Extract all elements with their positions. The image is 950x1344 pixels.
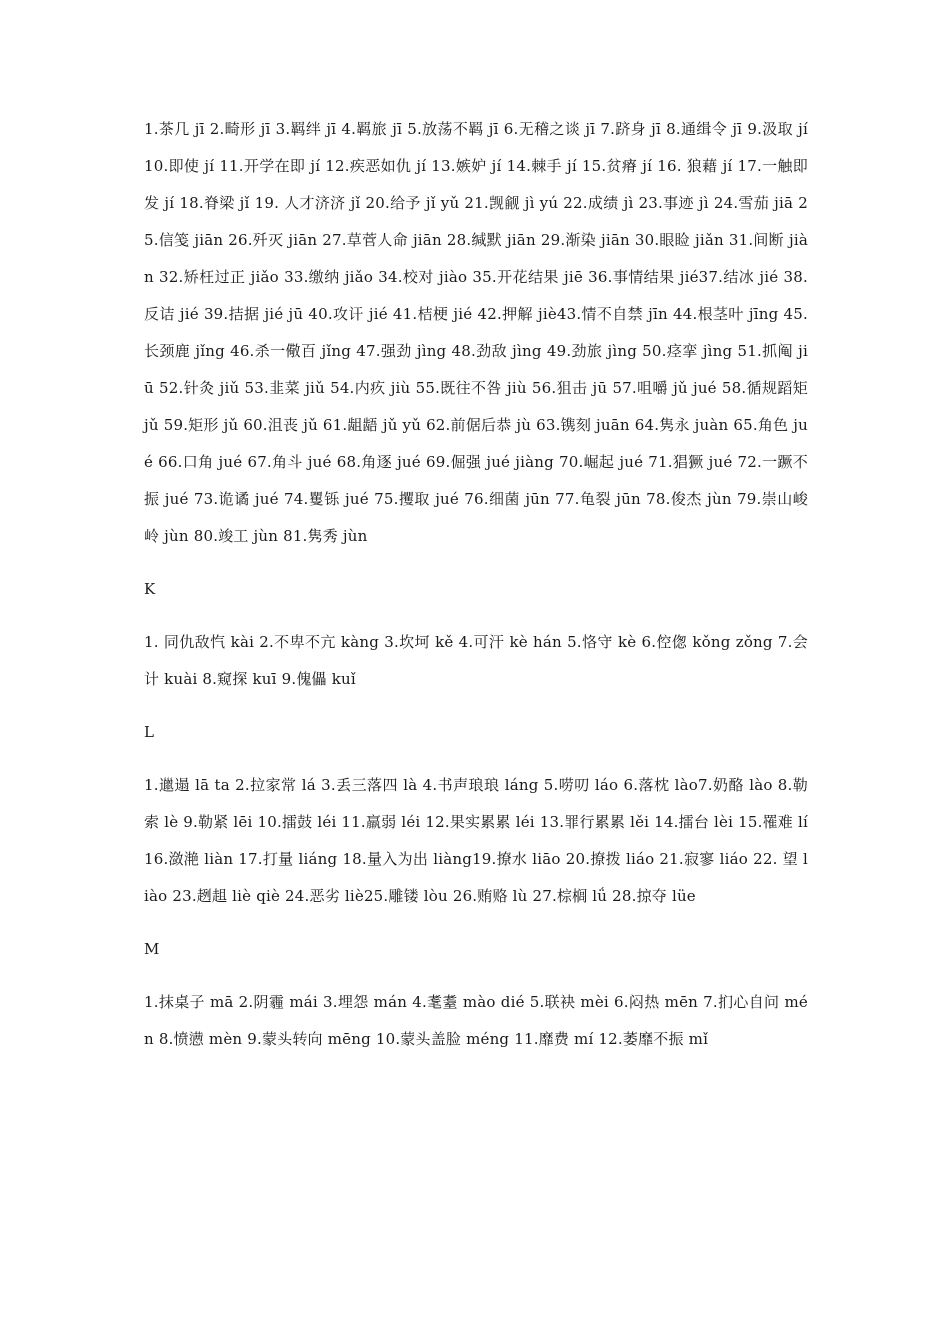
section-j-entries: 1.茶几 jī 2.畸形 jī 3.羁绊 jī 4.羁旅 jī 5.放荡不羁 jī 6.无稽之谈 jī 7.跻身 jī 8.通缉令 jī 9.汲取 jí 10.即使 jí 11.开学在即 jí 12.疾恶如仇 jí 13.嫉妒 jí 14.棘手 jí 15.贫瘠 jí 16. 狼藉 jí 17.一触即发 jí 18.脊梁 jǐ 19. 人才济济 jǐ 20.给予 jǐ yǔ 21.觊觎 jì yú 22.成绩 jì 23.事迹 jì 24.雪茄 jiā 25.信笺 jiān 26.歼灭 jiān 27.草菅人命 jiān 28.缄默 jiān 29.渐染 jiān 30.眼睑 jiǎn 31.间断 jiàn 32.矫枉过正 jiǎo 33.缴纳 jiǎo 34.校对 jiào 35.开花结果 jiē 36.事情结果 jié37.结冰 jié 38.反诘 jié 39.拮据 jié jū 40.攻讦 jié 41.桔梗 jié 42.押解 jiè43.情不自禁 jīn 44.根茎叶 jīng 45.长颈鹿 jǐng 46.杀一儆百 jǐng 47.强劲 jìng 48.劲敌 jìng 49.劲旅 jìng 50.痉挛 jìng 51.抓阄 jiū 52.针灸 jiǔ 53.韭菜 jiǔ 54.内疚 jiù 55.既往不咎 jiù 56.狙击 jū 57.咀嚼 jǔ jué 58.循规蹈矩 jǔ 59.矩形 jǔ 60.沮丧 jǔ 61.龃龉 jǔ yǔ 62.前倨后恭 jù 63.镌刻 juān 64.隽永 juàn 65.角色 jué 66.口角 jué 67.角斗 jué 68.角逐 jué 69.倔强 jué jiàng 70.崛起 jué 71.猖獗 jué 72.一蹶不振 jué 73.诡谲 jué 74.矍铄 jué 75.攫取 jué 76.细菌 jūn 77.龟裂 jūn 78.俊杰 jùn 79.崇山峻岭 jùn 80.竣工 jùn 81.隽秀 jùn [144,120,808,545]
section-heading-m: M [144,940,160,958]
section-heading-l: L [144,723,155,741]
spacer [144,751,808,767]
section-l-entries: 1.邋遢 lā ta 2.拉家常 lá 3.丢三落四 là 4.书声琅琅 láng 5.唠叨 láo 6.落枕 lào7.奶酪 lào 8.勒索 lè 9.勒紧 lēi 10.擂鼓 léi 11.羸弱 léi 12.果实累累 léi 13.罪行累累 lěi 14.擂台 lèi 15.罹难 lí 16.潋滟 liàn 17.打量 liáng 18.量入为出 liàng19.撩水 liāo 20.撩拨 liáo 21.寂寥 liáo 22. 望 liào 23.趔趄 liè qiè 24.恶劣 liè25.雕镂 lòu 26.贿赂 lù 27.棕榈 lǘ 28.掠夺 lüe [144,776,808,905]
spacer [144,555,808,571]
spacer [144,915,808,931]
document-page [144,111,808,1058]
spacer [144,608,808,624]
section-k-entries: 1. 同仇敌忾 kài 2.不卑不亢 kàng 3.坎坷 kě 4.可汗 kè hán 5.恪守 kè 6.倥偬 kǒng zǒng 7.会计 kuài 8.窥探 kuī 9.傀儡 kuǐ [144,633,808,688]
spacer [144,698,808,714]
section-m-entries: 1.抹桌子 mā 2.阴霾 mái 3.埋怨 mán 4.耄耋 mào dié 5.联袂 mèi 6.闷热 mēn 7.扪心自问 mén 8.愤懑 mèn 9.蒙头转向 mēng 10.蒙头盖脸 méng 11.靡费 mí 12.萎靡不振 mǐ [144,993,808,1048]
section-heading-k: K [144,580,156,598]
spacer [144,968,808,984]
